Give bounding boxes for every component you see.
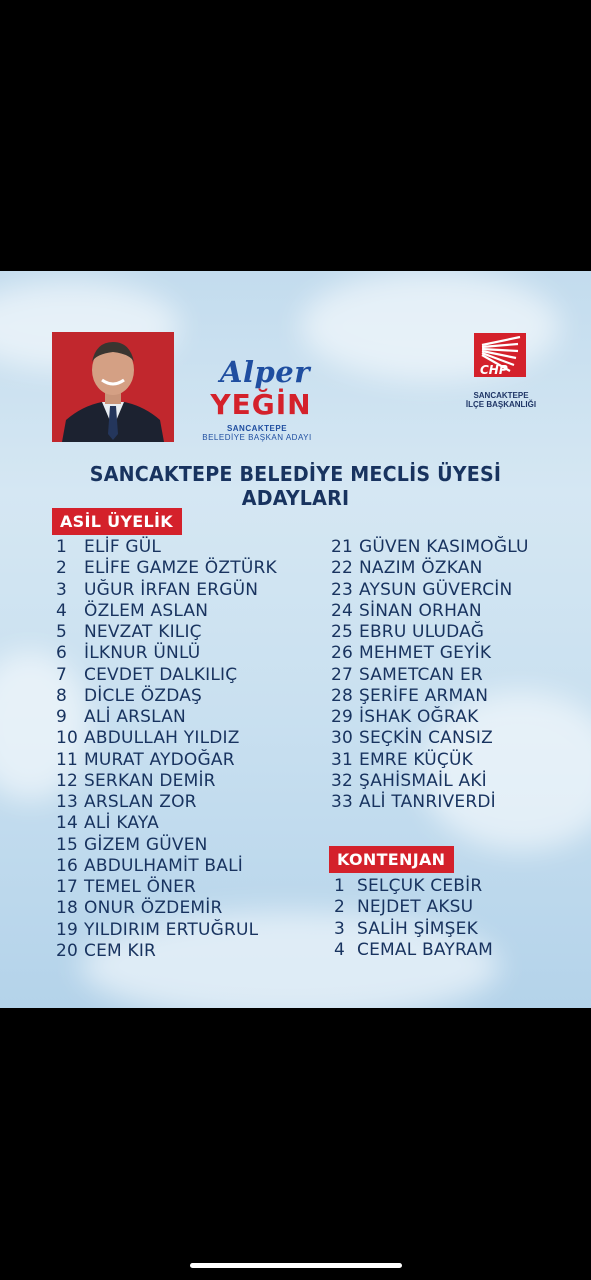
candidate-number: 10: [56, 728, 79, 749]
asil-candidate-item: [56, 835, 277, 856]
candidate-number: 28: [331, 685, 354, 706]
asil-candidate-item: [56, 601, 277, 622]
asil-uyelik-badge: ASİL ÜYELİK: [52, 508, 182, 535]
home-indicator[interactable]: [190, 1263, 402, 1268]
candidate-name: ABDULHAMİT BALİ: [84, 855, 243, 876]
candidate-number: 16: [56, 855, 79, 876]
kontenjan-badge: KONTENJAN: [329, 846, 454, 873]
candidate-name: ELİFE GAMZE ÖZTÜRK: [84, 558, 277, 579]
candidate-district: SANCAKTEPE: [226, 424, 288, 433]
asil-candidate-item: [331, 622, 529, 643]
asil-candidate-item: [331, 643, 529, 664]
six-arrows-icon: [474, 333, 526, 377]
candidate-name: ALİ KAYA: [84, 813, 159, 834]
candidate-name: NEJDET AKSU: [357, 897, 474, 918]
candidate-number: 6: [56, 643, 68, 664]
asil-candidate-item: [56, 622, 277, 643]
candidate-number: 32: [331, 770, 354, 791]
candidate-number: 23: [331, 579, 354, 600]
candidate-name: NAZIM ÖZKAN: [359, 558, 483, 579]
asil-candidate-item: [56, 558, 277, 579]
candidate-name: SALİH ŞİMŞEK: [357, 918, 478, 939]
candidate-number: 27: [331, 664, 354, 685]
candidate-name: ŞAHİSMAİL AKİ: [359, 770, 487, 791]
asil-candidate-item: [331, 665, 529, 686]
asil-candidate-item: [56, 877, 277, 898]
asil-candidate-item: [331, 771, 529, 792]
candidate-role: BELEDİYE BAŞKAN ADAYI: [202, 433, 312, 442]
candidate-name: SERKAN DEMİR: [84, 770, 216, 791]
candidate-name: CEVDET DALKILIÇ: [84, 664, 238, 685]
asil-candidate-item: [56, 771, 277, 792]
asil-candidate-item: [56, 941, 277, 962]
poster-title: SANCAKTEPE BELEDİYE MECLİS ÜYESİ ADAYLARI: [89, 462, 502, 510]
candidate-name: ALİ TANRIVERDİ: [359, 792, 496, 812]
asil-candidate-item: [56, 728, 277, 749]
party-district-label: [456, 391, 546, 409]
asil-list-column-2: [331, 537, 529, 813]
candidate-name: ABDULLAH YILDIZ: [84, 728, 240, 749]
candidate-number: 1: [56, 537, 68, 557]
candidate-name: UĞUR İRFAN ERGÜN: [84, 579, 259, 600]
kontenjan-list: [326, 876, 493, 961]
candidate-name: ALİ ARSLAN: [84, 707, 186, 727]
candidate-number: 4: [56, 600, 68, 621]
asil-candidate-item: [56, 750, 277, 771]
candidate-name: GÜVEN KASIMOĞLU: [359, 537, 529, 557]
candidate-number: 8: [56, 685, 68, 706]
asil-candidate-item: [331, 537, 529, 558]
candidate-number: 9: [56, 707, 68, 727]
candidate-name: MEHMET GEYİK: [359, 643, 492, 664]
candidate-number: 14: [56, 813, 79, 834]
candidate-number: 2: [333, 897, 346, 918]
candidate-name: İLKNUR ÜNLÜ: [84, 643, 201, 664]
candidate-name: DİCLE ÖZDAŞ: [84, 685, 203, 706]
candidate-name: SELÇUK CEBİR: [357, 876, 483, 896]
candidate-number: 18: [56, 898, 79, 919]
candidate-name: CEMAL BAYRAM: [357, 939, 493, 960]
candidate-number: 31: [331, 749, 354, 770]
asil-candidate-item: [56, 537, 277, 558]
asil-candidate-item: [331, 792, 529, 813]
party-district-line2: İLÇE BAŞKANLIĞI: [465, 400, 537, 409]
candidate-name: EMRE KÜÇÜK: [359, 749, 473, 770]
asil-candidate-item: [331, 686, 529, 707]
candidate-number: 17: [56, 877, 79, 897]
asil-candidate-item: [56, 792, 277, 813]
candidate-number: 26: [331, 643, 354, 664]
candidate-name: ÖZLEM ASLAN: [84, 600, 209, 621]
asil-candidate-item: [56, 856, 277, 877]
candidate-name: SAMETCAN ER: [359, 664, 483, 685]
candidate-number: 21: [331, 537, 354, 557]
kontenjan-candidate-item: [326, 876, 493, 897]
candidate-number: 12: [56, 770, 79, 791]
candidate-name: MURAT AYDOĞAR: [84, 749, 235, 770]
candidate-number: 15: [56, 834, 79, 855]
asil-list-column-1: [56, 537, 277, 962]
candidate-photo: [52, 332, 174, 442]
candidate-name: ARSLAN ZOR: [84, 792, 197, 812]
asil-candidate-item: [56, 898, 277, 919]
candidate-number: 7: [56, 664, 68, 685]
campaign-poster: [0, 271, 591, 1008]
candidate-first-name: Alper: [219, 355, 311, 389]
candidate-number: 33: [331, 792, 354, 812]
candidate-number: 3: [333, 918, 346, 939]
candidate-name: SİNAN ORHAN: [359, 600, 482, 621]
candidate-name: TEMEL ÖNER: [84, 877, 197, 897]
candidate-name: NEVZAT KILIÇ: [84, 622, 202, 642]
asil-candidate-item: [331, 707, 529, 728]
asil-candidate-item: [331, 750, 529, 771]
asil-candidate-item: [56, 643, 277, 664]
candidate-portrait-illustration: [52, 332, 174, 442]
candidate-number: 1: [333, 876, 346, 896]
chp-logo-text: CHP: [480, 363, 508, 377]
asil-candidate-item: [331, 558, 529, 579]
asil-candidate-item: [331, 580, 529, 601]
candidate-number: 19: [56, 919, 79, 940]
candidate-number: 2: [56, 558, 68, 579]
candidate-name: EBRU ULUDAĞ: [359, 622, 485, 642]
candidate-number: 29: [331, 707, 354, 727]
kontenjan-candidate-item: [326, 897, 493, 918]
candidate-number: 13: [56, 792, 79, 812]
asil-candidate-item: [331, 728, 529, 749]
candidate-number: 30: [331, 728, 354, 749]
candidate-number: 5: [56, 622, 68, 642]
candidate-number: 4: [333, 939, 346, 960]
asil-candidate-item: [56, 813, 277, 834]
asil-candidate-item: [331, 601, 529, 622]
candidate-number: 3: [56, 579, 68, 600]
kontenjan-candidate-item: [326, 919, 493, 940]
candidate-number: 20: [56, 940, 79, 961]
party-district-line1: SANCAKTEPE: [473, 391, 529, 400]
candidate-number: 24: [331, 600, 354, 621]
candidate-name: AYSUN GÜVERCİN: [359, 579, 513, 600]
asil-candidate-item: [56, 707, 277, 728]
candidate-name: YILDIRIM ERTUĞRUL: [84, 919, 259, 940]
asil-candidate-item: [56, 686, 277, 707]
candidate-name: ELİF GÜL: [84, 537, 162, 557]
asil-candidate-item: [56, 580, 277, 601]
candidate-last-name: YEĞİN: [210, 388, 312, 421]
candidate-number: 11: [56, 749, 79, 770]
candidate-name: İSHAK OĞRAK: [359, 707, 479, 727]
chp-logo: [474, 333, 526, 377]
candidate-number: 22: [331, 558, 354, 579]
candidate-name: GİZEM GÜVEN: [84, 834, 208, 855]
candidate-name: ONUR ÖZDEMİR: [84, 898, 223, 919]
candidate-name: SEÇKİN CANSIZ: [359, 728, 493, 749]
kontenjan-candidate-item: [326, 940, 493, 961]
asil-candidate-item: [56, 665, 277, 686]
asil-candidate-item: [56, 920, 277, 941]
candidate-number: 25: [331, 622, 354, 642]
candidate-name: CEM KIR: [84, 940, 157, 961]
candidate-name: ŞERİFE ARMAN: [359, 685, 489, 706]
